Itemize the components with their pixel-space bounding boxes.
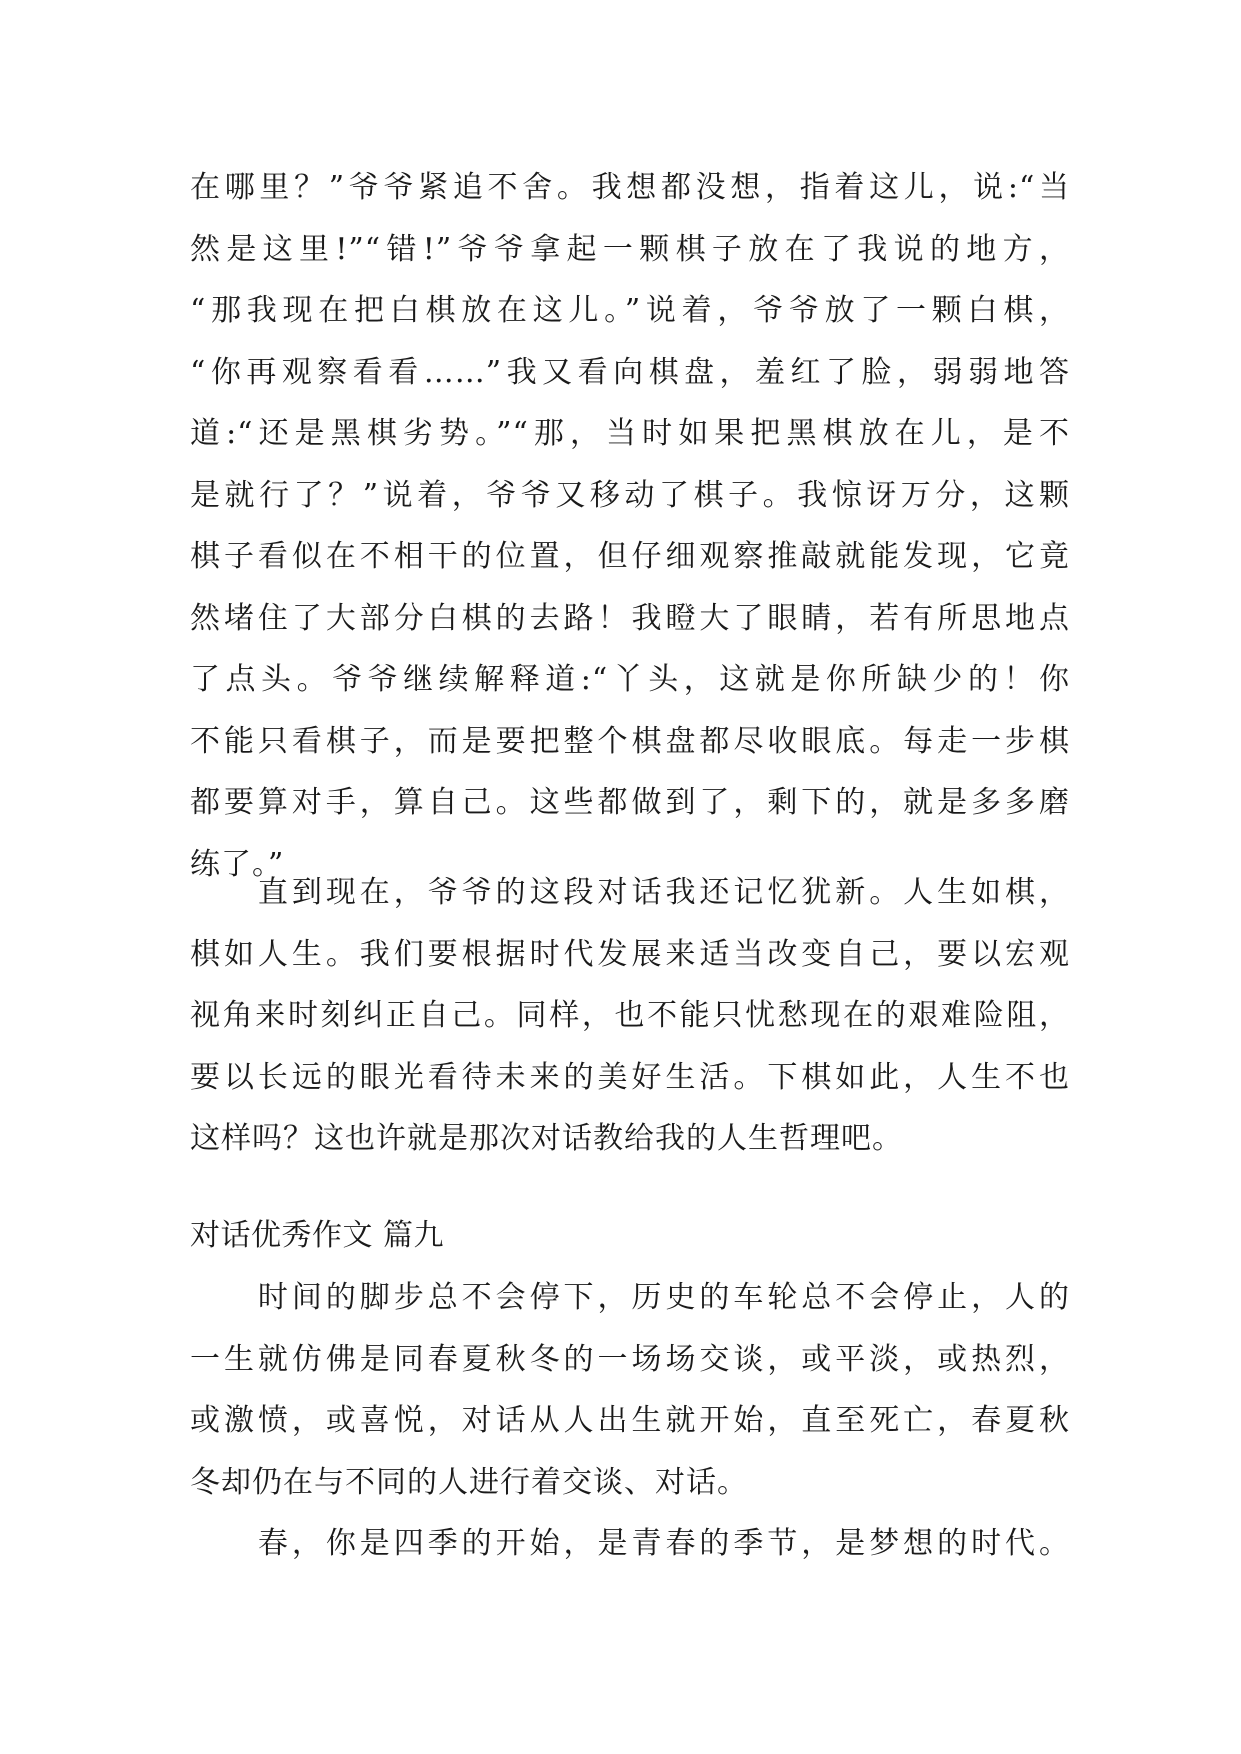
text-line: “那我现在把白棋放在这儿。”说着，爷爷放了一颗白棋， [190, 293, 1070, 328]
text-line: 棋子看似在不相干的位置，但仔细观察推敲就能发现，它竟 [190, 539, 1070, 574]
text-line: 棋如人生。我们要根据时代发展来适当改变自己，要以宏观 [190, 936, 1070, 972]
text-line: 在哪里？”爷爷紧追不舍。我想都没想，指着这儿，说:“当 [190, 170, 1070, 205]
text-line: 练了。” [190, 846, 285, 882]
text-line: “你再观察看看……”我又看向棋盘，羞红了脸，弱弱地答 [190, 354, 1070, 390]
text-line: 春，你是四季的开始，是青春的季节，是梦想的时代。 [190, 1526, 1070, 1561]
text-line: 冬却仍在与不同的人进行着交谈、对话。 [190, 1464, 748, 1500]
paragraph-seasons [190, 1267, 1070, 1575]
text-line: 然堵住了大部分白棋的去路！我瞪大了眼睛，若有所思地点 [190, 600, 1070, 636]
paragraph-reflection [190, 862, 1070, 1170]
text-line: 这样吗？这也许就是那次对话教给我的人生哲理吧。 [190, 1121, 903, 1156]
text-line: 或激愤，或喜悦，对话从人出生就开始，直至死亡，春夏秋 [190, 1403, 1070, 1438]
text-line: 都要算对手，算自己。这些都做到了，剩下的，就是多多磨 [190, 785, 1070, 820]
section-heading-wrapper [190, 1205, 1070, 1267]
text-line: 不能只看棋子，而是要把整个棋盘都尽收眼底。每走一步棋 [190, 723, 1070, 759]
section-heading: 对话优秀作文 篇九 [190, 1218, 445, 1253]
text-line: 一生就仿佛是同春夏秋冬的一场场交谈，或平淡，或热烈， [190, 1341, 1070, 1377]
text-line: 视角来时刻纠正自己。同样，也不能只忧愁现在的艰难险阻， [190, 998, 1070, 1033]
text-line: 然是这里!”“错!”爷爷拿起一颗棋子放在了我说的地方， [190, 231, 1070, 267]
text-line: 道:“还是黑棋劣势。”“那，当时如果把黑棋放在儿，是不 [190, 416, 1070, 451]
text-line: 直到现在，爷爷的这段对话我还记忆犹新。人生如棋， [190, 875, 1070, 910]
text-line: 了点头。爷爷继续解释道:“丫头，这就是你所缺少的！你 [190, 662, 1070, 697]
text-line: 时间的脚步总不会停下，历史的车轮总不会停止，人的 [190, 1280, 1070, 1315]
paragraph-dialogue [190, 157, 1070, 895]
text-line: 是就行了？”说着，爷爷又移动了棋子。我惊讶万分，这颗 [190, 477, 1070, 513]
text-line: 要以长远的眼光看待未来的美好生活。下棋如此，人生不也 [190, 1059, 1070, 1095]
